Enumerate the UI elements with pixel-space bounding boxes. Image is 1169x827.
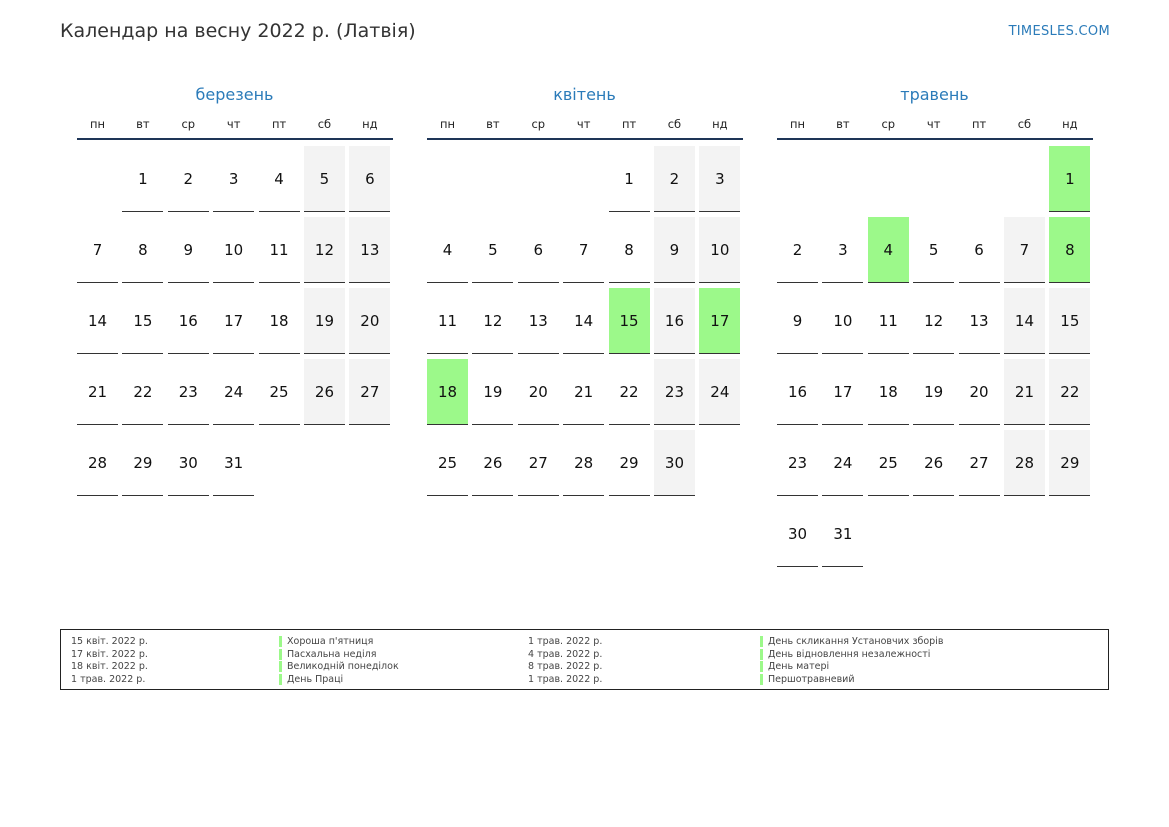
empty-cell [777,146,818,212]
weekend-day-cell: 22 [1049,359,1090,425]
legend-holiday-name: Великодній понеділок [279,661,399,672]
weekend-day-cell: 16 [654,288,695,354]
day-cell: 18 [259,288,300,354]
day-cell: 20 [518,359,559,425]
day-cell: 30 [777,501,818,567]
weekday-label: чт [926,117,941,131]
day-cell: 21 [77,359,118,425]
holiday-legend [60,629,1109,690]
day-cell: 6 [959,217,1000,283]
legend-holiday-name: День скликання Установчих зборів [760,636,943,647]
day-cell: 30 [168,430,209,496]
day-cell: 19 [472,359,513,425]
weekend-day-cell: 23 [654,359,695,425]
legend-date: 4 трав. 2022 р. [528,648,603,660]
day-cell: 31 [213,430,254,496]
day-cell: 25 [259,359,300,425]
day-cell: 10 [213,217,254,283]
legend-date: 18 квіт. 2022 р. [71,661,148,672]
day-cell: 12 [913,288,954,354]
day-cell: 4 [427,217,468,283]
day-cell: 12 [472,288,513,354]
weekday-label: сб [317,117,332,131]
weekday-label: пн [439,117,456,131]
legend-date: 1 трав. 2022 р. [71,673,146,685]
weekend-day-cell: 29 [1049,430,1090,496]
day-cell: 2 [777,217,818,283]
day-cell: 22 [609,359,650,425]
weekend-day-cell: 12 [304,217,345,283]
weekend-day-cell: 24 [699,359,740,425]
day-cell: 18 [868,359,909,425]
month-block [77,84,392,496]
weekend-day-cell: 26 [304,359,345,425]
day-cell: 16 [168,288,209,354]
legend-dates-right [528,636,602,686]
empty-cell [427,146,468,212]
day-cell: 23 [777,430,818,496]
weekday-label: пн [789,117,806,131]
day-cell: 22 [122,359,163,425]
day-cell: 7 [563,217,604,283]
day-cell: 10 [822,288,863,354]
day-cell: 25 [427,430,468,496]
weekend-day-cell: 3 [699,146,740,212]
holiday-day-cell: 17 [699,288,740,354]
day-cell: 14 [77,288,118,354]
day-cell: 19 [913,359,954,425]
holiday-day-cell: 8 [1049,217,1090,283]
day-cell: 21 [563,359,604,425]
month-block [777,84,1092,567]
weekend-day-cell: 19 [304,288,345,354]
weekday-label: ср [881,117,896,131]
legend-date: 8 трав. 2022 р. [528,661,603,672]
empty-cell [1004,146,1045,212]
day-cell: 20 [959,359,1000,425]
page-title: Календар на весну 2022 р. (Латвія) [60,20,416,42]
day-cell: 15 [122,288,163,354]
day-cell: 13 [518,288,559,354]
day-cell: 4 [259,146,300,212]
weekday-label: пт [621,117,637,131]
weekday-label: чт [576,117,591,131]
weekend-day-cell: 30 [654,430,695,496]
month-name: травень [900,85,969,104]
weekend-day-cell: 20 [349,288,390,354]
brand-link[interactable]: TIMESLES.COM [1008,24,1110,39]
holiday-day-cell: 15 [609,288,650,354]
weekday-label: пт [971,117,987,131]
day-cell: 27 [518,430,559,496]
legend-names-right [760,636,943,686]
weekday-header [777,116,1093,140]
empty-cell [518,146,559,212]
month-block [427,84,742,496]
day-cell: 2 [168,146,209,212]
day-cell: 24 [213,359,254,425]
day-cell: 17 [213,288,254,354]
legend-holiday-name: День відновлення незалежності [760,649,930,660]
days-grid [777,146,1092,567]
weekday-label: ср [181,117,196,131]
weekday-label: чт [226,117,241,131]
weekday-label: нд [712,117,728,131]
weekend-day-cell: 14 [1004,288,1045,354]
day-cell: 1 [609,146,650,212]
weekend-day-cell: 21 [1004,359,1045,425]
weekday-label: пн [89,117,106,131]
day-cell: 8 [609,217,650,283]
holiday-day-cell: 4 [868,217,909,283]
day-cell: 24 [822,430,863,496]
day-cell: 26 [472,430,513,496]
holiday-day-cell: 1 [1049,146,1090,212]
month-name: квітень [553,85,616,104]
empty-cell [913,146,954,212]
day-cell: 29 [609,430,650,496]
weekday-label: пт [271,117,287,131]
day-cell: 5 [913,217,954,283]
day-cell: 13 [959,288,1000,354]
empty-cell [822,146,863,212]
day-cell: 3 [213,146,254,212]
legend-holiday-name: День Праці [279,674,343,685]
weekday-label: нд [362,117,378,131]
legend-dates-left [71,636,148,686]
weekend-day-cell: 10 [699,217,740,283]
day-cell: 6 [518,217,559,283]
weekend-day-cell: 6 [349,146,390,212]
weekend-day-cell: 5 [304,146,345,212]
weekday-label: вт [836,117,850,131]
weekday-header [427,116,743,140]
legend-date: 15 квіт. 2022 р. [71,636,148,647]
empty-cell [472,146,513,212]
day-cell: 8 [122,217,163,283]
day-cell: 9 [777,288,818,354]
day-cell: 7 [77,217,118,283]
day-cell: 17 [822,359,863,425]
day-cell: 16 [777,359,818,425]
legend-date: 17 квіт. 2022 р. [71,648,148,660]
empty-cell [563,146,604,212]
day-cell: 28 [563,430,604,496]
weekday-label: вт [136,117,150,131]
day-cell: 3 [822,217,863,283]
empty-cell [959,146,1000,212]
empty-cell [77,146,118,212]
days-grid [427,146,742,496]
day-cell: 31 [822,501,863,567]
day-cell: 11 [259,217,300,283]
legend-date: 1 трав. 2022 р. [528,636,603,647]
legend-holiday-name: Першотравневий [760,674,855,685]
legend-holiday-name: Хороша п'ятниця [279,636,373,647]
weekend-day-cell: 9 [654,217,695,283]
day-cell: 5 [472,217,513,283]
weekday-header [77,116,393,140]
empty-cell [868,146,909,212]
day-cell: 11 [868,288,909,354]
weekend-day-cell: 7 [1004,217,1045,283]
month-name: березень [195,85,274,104]
weekday-label: сб [1017,117,1032,131]
day-cell: 1 [122,146,163,212]
holiday-day-cell: 18 [427,359,468,425]
weekend-day-cell: 13 [349,217,390,283]
legend-holiday-name: Пасхальна неділя [279,649,376,660]
weekday-label: вт [486,117,500,131]
day-cell: 9 [168,217,209,283]
legend-holiday-name: День матері [760,661,829,672]
weekend-day-cell: 15 [1049,288,1090,354]
day-cell: 29 [122,430,163,496]
weekend-day-cell: 2 [654,146,695,212]
day-cell: 11 [427,288,468,354]
weekday-label: сб [667,117,682,131]
day-cell: 14 [563,288,604,354]
weekday-label: ср [531,117,546,131]
legend-date: 1 трав. 2022 р. [528,673,603,685]
day-cell: 25 [868,430,909,496]
weekend-day-cell: 27 [349,359,390,425]
legend-names-left [279,636,399,686]
days-grid [77,146,392,496]
weekend-day-cell: 28 [1004,430,1045,496]
day-cell: 28 [77,430,118,496]
weekday-label: нд [1062,117,1078,131]
day-cell: 26 [913,430,954,496]
day-cell: 23 [168,359,209,425]
day-cell: 27 [959,430,1000,496]
